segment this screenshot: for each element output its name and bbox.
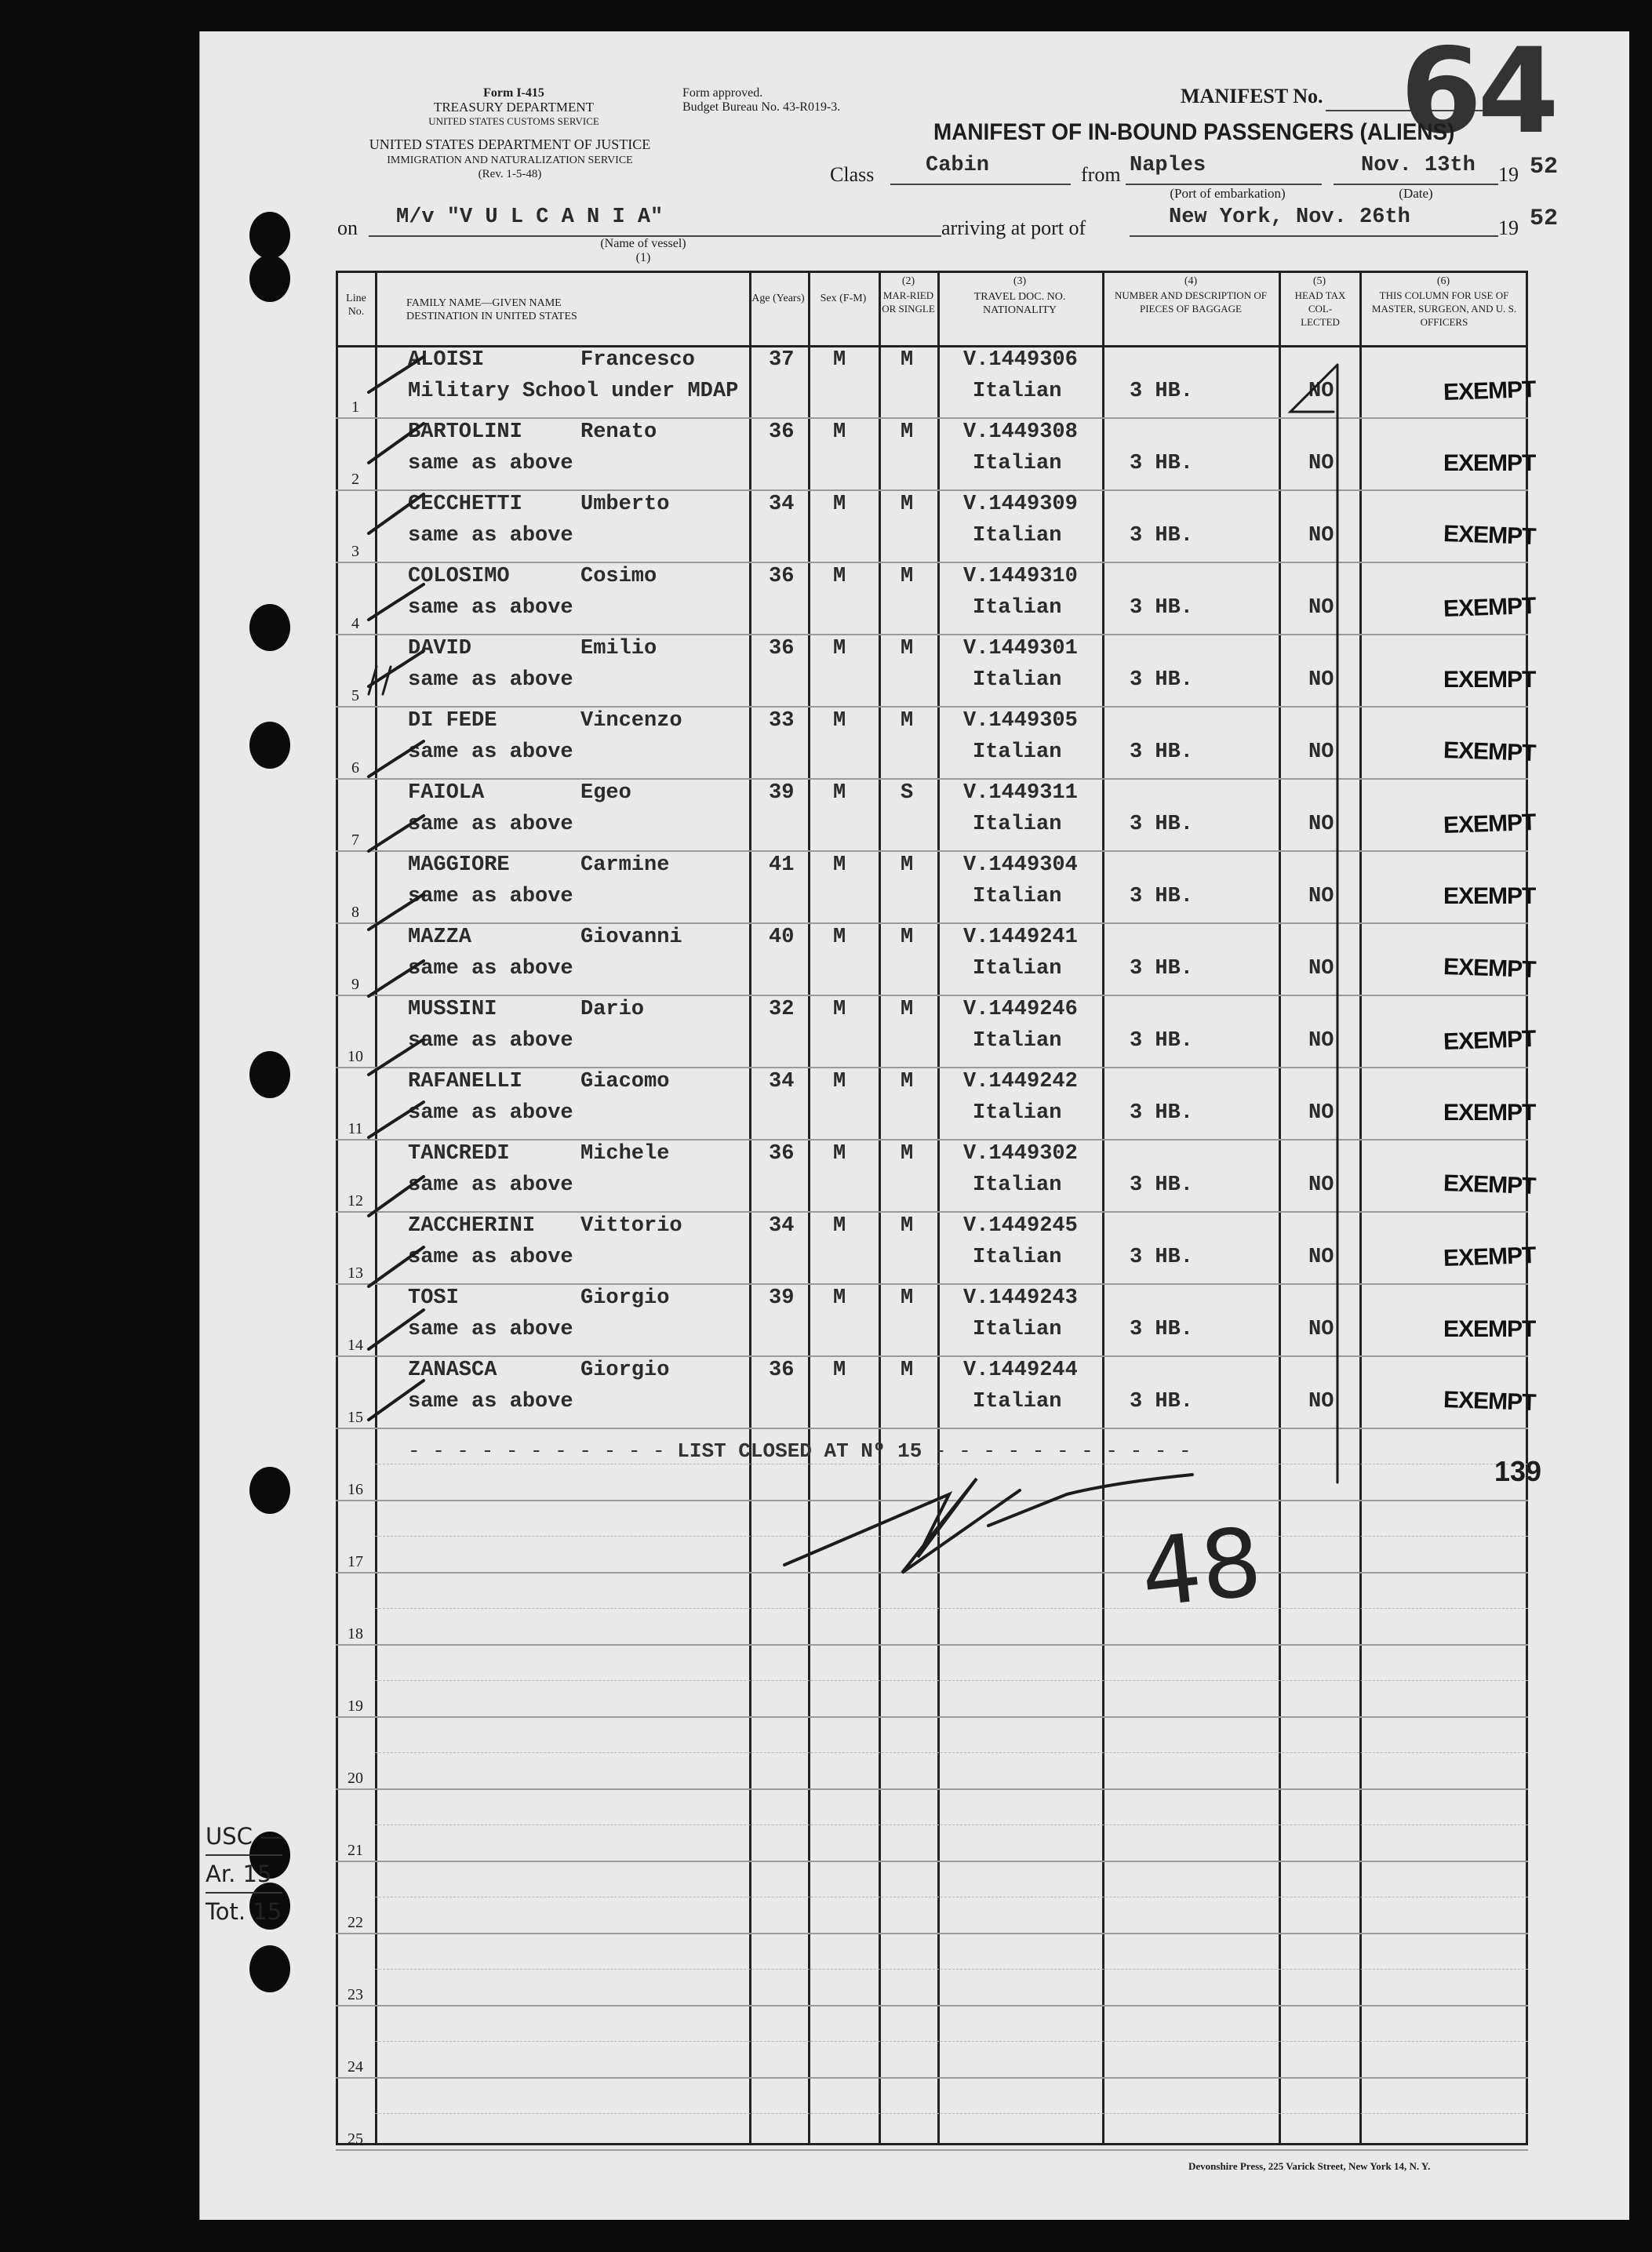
line-number: 8 xyxy=(351,904,359,921)
travel-doc-number: V.1449245 xyxy=(963,1214,1078,1238)
given-name: Renato xyxy=(580,420,657,444)
baggage: 3 HB. xyxy=(1130,452,1194,475)
marital-status: M xyxy=(901,1070,914,1093)
class-label: Class xyxy=(830,163,875,186)
sex: M xyxy=(833,420,846,444)
age: 34 xyxy=(769,493,795,516)
family-name: ZANASCA xyxy=(408,1359,497,1382)
line-number: 5 xyxy=(351,687,359,704)
age: 39 xyxy=(769,781,795,805)
marital-status: M xyxy=(901,348,914,372)
col-header-baggage: NUMBER AND DESCRIPTION OF PIECES OF BAGGAGE xyxy=(1115,289,1267,315)
given-name: Dario xyxy=(580,998,645,1021)
nationality: Italian xyxy=(973,524,1062,548)
given-name: Umberto xyxy=(580,493,670,516)
embarkation-date: Nov. 13th xyxy=(1361,154,1476,177)
marital-status: S xyxy=(901,781,914,805)
list-closed-text: LIST CLOSED AT Nº 15 xyxy=(677,1439,922,1463)
travel-doc-number: V.1449302 xyxy=(963,1142,1078,1166)
family-name: MAZZA xyxy=(408,926,472,949)
signature xyxy=(784,1475,1192,1573)
line-number: 15 xyxy=(348,1409,363,1426)
from-label: from xyxy=(1081,163,1121,186)
department-of-justice: UNITED STATES DEPARTMENT OF JUSTICE xyxy=(369,136,651,152)
baggage: 3 HB. xyxy=(1130,596,1194,620)
destination: same as above xyxy=(408,813,573,836)
baggage: 3 HB. xyxy=(1130,1029,1194,1053)
baggage: 3 HB. xyxy=(1130,1173,1194,1197)
given-name: Egeo xyxy=(580,781,631,805)
nationality: Italian xyxy=(973,452,1062,475)
line-number: 9 xyxy=(351,976,359,993)
exempt-stamp: EXEMPT xyxy=(1443,520,1536,551)
destination: same as above xyxy=(408,740,573,764)
travel-doc-number: V.1449306 xyxy=(963,348,1078,372)
col-header-married: MAR-RIED OR SINGLE xyxy=(882,289,935,315)
port-caption: (Port of embarkation) xyxy=(1170,186,1286,201)
family-name: MAGGIORE xyxy=(408,853,510,877)
line-number: 25 xyxy=(348,2130,363,2148)
travel-doc-number: V.1449246 xyxy=(963,998,1078,1021)
sex: M xyxy=(833,565,846,588)
customs-service: UNITED STATES CUSTOMS SERVICE xyxy=(428,115,599,127)
baggage: 3 HB. xyxy=(1130,1246,1194,1269)
ins-service: IMMIGRATION AND NATURALIZATION SERVICE xyxy=(387,155,633,166)
age: 34 xyxy=(769,1070,795,1093)
head-tax: NO xyxy=(1308,1029,1334,1053)
marital-status: M xyxy=(901,1359,914,1382)
head-tax: NO xyxy=(1308,957,1334,980)
destination: same as above xyxy=(408,1390,573,1413)
nationality: Italian xyxy=(973,380,1062,403)
family-name: MUSSINI xyxy=(408,998,497,1021)
family-name: BARTOLINI xyxy=(408,420,522,444)
line-number: 11 xyxy=(348,1120,363,1137)
exempt-stamp: EXEMPT xyxy=(1443,1242,1536,1272)
sex: M xyxy=(833,493,846,516)
travel-doc-number: V.1449309 xyxy=(963,493,1078,516)
margin-note-line: Ar. 15 xyxy=(206,1854,282,1894)
arrival-year-prefix: 19 xyxy=(1498,216,1519,239)
travel-doc-number: V.1449244 xyxy=(963,1359,1078,1382)
exempt-stamp: EXEMPT xyxy=(1443,592,1536,623)
exempt-stamp: EXEMPT xyxy=(1443,737,1536,767)
family-name: CECCHETTI xyxy=(408,493,522,516)
given-name: Emilio xyxy=(580,637,657,660)
exempt-stamp: EXEMPT xyxy=(1443,376,1536,406)
baggage: 3 HB. xyxy=(1130,524,1194,548)
head-tax: NO xyxy=(1308,524,1334,548)
baggage: 3 HB. xyxy=(1130,1318,1194,1341)
nationality: Italian xyxy=(973,1246,1062,1269)
marital-status: M xyxy=(901,1214,914,1238)
head-tax: NO xyxy=(1308,740,1334,764)
col-header-age: Age (Years) xyxy=(751,293,805,304)
printer-imprint: Devonshire Press, 225 Varick Street, New York 14, N. Y. xyxy=(1188,2160,1431,2172)
age: 41 xyxy=(769,853,795,877)
destination: same as above xyxy=(408,885,573,908)
line-number: 20 xyxy=(348,1770,363,1787)
dash-rule: - - - - - - - - - - - xyxy=(933,1439,1192,1463)
baggage: 3 HB. xyxy=(1130,885,1194,908)
marital-status: M xyxy=(901,926,914,949)
line-number: 17 xyxy=(348,1553,363,1570)
line-number: 18 xyxy=(348,1625,363,1643)
nationality: Italian xyxy=(973,1318,1062,1341)
sex: M xyxy=(833,348,846,372)
exempt-stamp: EXEMPT xyxy=(1443,1170,1536,1200)
exempt-stamp: EXEMPT xyxy=(1443,1316,1536,1342)
stamp-139: 139 xyxy=(1494,1455,1542,1487)
dash-rule: - - - - - - - - - - - xyxy=(408,1439,665,1463)
line-number: 16 xyxy=(348,1481,363,1498)
col-header-line: Line No. xyxy=(346,293,366,318)
line-number: 24 xyxy=(348,2058,363,2076)
head-tax: NO xyxy=(1308,596,1334,620)
travel-doc-number: V.1449311 xyxy=(963,781,1078,805)
arrival-year: 52 xyxy=(1530,206,1559,232)
on-label: on xyxy=(337,216,358,239)
family-name: ZACCHERINI xyxy=(408,1214,536,1238)
head-tax: NO xyxy=(1308,452,1334,475)
line-number: 12 xyxy=(348,1192,363,1210)
family-name: FAIOLA xyxy=(408,781,485,805)
head-tax: NO xyxy=(1308,668,1334,692)
line-number: 14 xyxy=(348,1337,363,1354)
sex: M xyxy=(833,853,846,877)
age: 36 xyxy=(769,637,795,660)
check-mark xyxy=(369,357,424,1420)
head-tax: NO xyxy=(1308,1101,1334,1125)
age: 32 xyxy=(769,998,795,1021)
baggage: 3 HB. xyxy=(1130,813,1194,836)
col-header-tax: HEAD TAX COL-LECTED xyxy=(1294,289,1346,328)
destination: same as above xyxy=(408,1173,573,1197)
sex: M xyxy=(833,1286,846,1310)
given-name: Francesco xyxy=(580,348,695,372)
line-number: 4 xyxy=(351,615,359,632)
head-tax: NO xyxy=(1308,1318,1334,1341)
family-name: ALOISI xyxy=(408,348,485,372)
age: 33 xyxy=(769,709,795,733)
given-name: Giacomo xyxy=(580,1070,670,1093)
tax-column-arrow xyxy=(1290,365,1337,1483)
exempt-stamp: EXEMPT xyxy=(1443,667,1536,693)
baggage: 3 HB. xyxy=(1130,380,1194,403)
family-name: RAFANELLI xyxy=(408,1070,522,1093)
baggage: 3 HB. xyxy=(1130,957,1194,980)
head-tax: NO xyxy=(1308,1246,1334,1269)
marital-status: M xyxy=(901,998,914,1021)
marital-status: M xyxy=(901,1286,914,1310)
sex: M xyxy=(833,1214,846,1238)
baggage: 3 HB. xyxy=(1130,1390,1194,1413)
nationality: Italian xyxy=(973,596,1062,620)
marital-status: M xyxy=(901,565,914,588)
exempt-stamp: EXEMPT xyxy=(1443,1100,1536,1126)
manifest-title: MANIFEST OF IN-BOUND PASSENGERS (ALIENS) xyxy=(933,119,1455,145)
sex: M xyxy=(833,1070,846,1093)
arrival-port-date: New York, Nov. 26th xyxy=(1169,206,1410,229)
marital-status: M xyxy=(901,493,914,516)
given-name: Cosimo xyxy=(580,565,657,588)
col-header-officers: THIS COLUMN FOR USE OF MASTER, SURGEON, AND U. S. OFFICERS xyxy=(1371,289,1517,328)
sex: M xyxy=(833,637,846,660)
line-number: 7 xyxy=(351,831,359,849)
travel-doc-number: V.1449305 xyxy=(963,709,1078,733)
travel-doc-number: V.1449301 xyxy=(963,637,1078,660)
head-tax: NO xyxy=(1308,813,1334,836)
nationality: Italian xyxy=(973,1101,1062,1125)
family-name: DAVID xyxy=(408,637,472,660)
line-number: 2 xyxy=(351,471,359,488)
col-header-doc: TRAVEL DOC. NO. NATIONALITY xyxy=(973,291,1066,316)
col-header-doc-number: (3) xyxy=(1013,275,1027,287)
manifest-number-label: MANIFEST No. xyxy=(1181,85,1323,107)
col-header-name: FAMILY NAME—GIVEN NAME DESTINATION IN UNITED STATES xyxy=(406,297,577,322)
nationality: Italian xyxy=(973,957,1062,980)
baggage: 3 HB. xyxy=(1130,740,1194,764)
line-number: 6 xyxy=(351,759,359,777)
treasury-department: TREASURY DEPARTMENT xyxy=(433,100,595,115)
head-tax: NO xyxy=(1308,380,1334,403)
manifest-number-stamp: 64 xyxy=(1400,24,1555,160)
head-tax: NO xyxy=(1308,885,1334,908)
date-caption: (Date) xyxy=(1399,186,1433,201)
family-name: TOSI xyxy=(408,1286,459,1310)
sex: M xyxy=(833,998,846,1021)
age: 39 xyxy=(769,1286,795,1310)
arriving-label: arriving at port of xyxy=(941,216,1086,239)
travel-doc-number: V.1449241 xyxy=(963,926,1078,949)
exempt-stamp: EXEMPT xyxy=(1443,1025,1536,1056)
age: 40 xyxy=(769,926,795,949)
exempt-stamp: EXEMPT xyxy=(1443,883,1536,909)
family-name: TANCREDI xyxy=(408,1142,510,1166)
col-header-married-number: (2) xyxy=(901,275,915,287)
destination: Military School under MDAP xyxy=(408,380,739,403)
exempt-stamp: EXEMPT xyxy=(1443,1386,1536,1417)
destination: same as above xyxy=(408,524,573,548)
baggage: 3 HB. xyxy=(1130,1101,1194,1125)
budget-bureau: Budget Bureau No. 43-R019-3. xyxy=(682,100,841,114)
destination: same as above xyxy=(408,1029,573,1053)
handwritten-48: 48 xyxy=(1136,1508,1267,1629)
col-header-tax-number: (5) xyxy=(1312,275,1326,287)
nationality: Italian xyxy=(973,668,1062,692)
travel-doc-number: V.1449310 xyxy=(963,565,1078,588)
nationality: Italian xyxy=(973,885,1062,908)
travel-doc-number: V.1449304 xyxy=(963,853,1078,877)
sex: M xyxy=(833,1359,846,1382)
line-number: 19 xyxy=(348,1697,363,1715)
marital-status: M xyxy=(901,1142,914,1166)
margin-note-line: USC — xyxy=(206,1823,283,1850)
travel-doc-number: V.1449308 xyxy=(963,420,1078,444)
given-name: Giovanni xyxy=(580,926,682,949)
nationality: Italian xyxy=(973,1173,1062,1197)
travel-doc-number: V.1449243 xyxy=(963,1286,1078,1310)
exempt-stamp: EXEMPT xyxy=(1443,953,1536,984)
line-number: 23 xyxy=(348,1986,363,2003)
sex: M xyxy=(833,1142,846,1166)
baggage: 3 HB. xyxy=(1130,668,1194,692)
head-tax: NO xyxy=(1308,1173,1334,1197)
line-number: 10 xyxy=(348,1048,363,1065)
line-number: 21 xyxy=(348,1842,363,1859)
vessel-caption-number: (1) xyxy=(635,251,651,264)
age: 37 xyxy=(769,348,795,372)
age: 36 xyxy=(769,1359,795,1382)
given-name: Giorgio xyxy=(580,1286,670,1310)
marital-status: M xyxy=(901,853,914,877)
embarkation-port: Naples xyxy=(1130,154,1206,177)
destination: same as above xyxy=(408,1246,573,1269)
embark-year-prefix: 19 xyxy=(1498,163,1519,186)
sex: M xyxy=(833,709,846,733)
age: 36 xyxy=(769,420,795,444)
line-number: 1 xyxy=(351,398,359,416)
given-name: Michele xyxy=(580,1142,670,1166)
age: 36 xyxy=(769,565,795,588)
class-value: Cabin xyxy=(926,154,990,177)
col-header-sex: Sex (F-M) xyxy=(820,293,867,304)
destination: same as above xyxy=(408,668,573,692)
vessel-name: M/v "V U L C A N I A" xyxy=(396,206,664,229)
form-approved: Form approved. xyxy=(682,86,763,100)
form-revision: (Rev. 1-5-48) xyxy=(478,168,542,180)
age: 36 xyxy=(769,1142,795,1166)
destination: same as above xyxy=(408,1101,573,1125)
destination: same as above xyxy=(408,596,573,620)
given-name: Vincenzo xyxy=(580,709,682,733)
line-number: 3 xyxy=(351,543,359,560)
destination: same as above xyxy=(408,1318,573,1341)
given-name: Giorgio xyxy=(580,1359,670,1382)
family-name: COLOSIMO xyxy=(408,565,510,588)
form-number: Form I-415 xyxy=(483,86,544,100)
nationality: Italian xyxy=(973,1029,1062,1053)
given-name: Vittorio xyxy=(580,1214,682,1238)
col-header-officers-number: (6) xyxy=(1436,275,1450,287)
line-number: 22 xyxy=(348,1914,363,1931)
head-tax: NO xyxy=(1308,1390,1334,1413)
embark-year: 52 xyxy=(1530,154,1559,180)
nationality: Italian xyxy=(973,813,1062,836)
margin-note-line: Tot. 15 xyxy=(206,1898,282,1925)
nationality: Italian xyxy=(973,1390,1062,1413)
nationality: Italian xyxy=(973,740,1062,764)
marital-status: M xyxy=(901,709,914,733)
destination: same as above xyxy=(408,452,573,475)
given-name: Carmine xyxy=(580,853,670,877)
sex: M xyxy=(833,781,846,805)
exempt-stamp: EXEMPT xyxy=(1443,809,1536,839)
marital-status: M xyxy=(901,420,914,444)
col-header-baggage-number: (4) xyxy=(1184,275,1198,287)
marital-status: M xyxy=(901,637,914,660)
vessel-caption: (Name of vessel) xyxy=(600,237,686,250)
travel-doc-number: V.1449242 xyxy=(963,1070,1078,1093)
line-number: 13 xyxy=(348,1264,363,1282)
destination: same as above xyxy=(408,957,573,980)
exempt-stamp: EXEMPT xyxy=(1443,450,1536,476)
sex: M xyxy=(833,926,846,949)
family-name: DI FEDE xyxy=(408,709,497,733)
age: 34 xyxy=(769,1214,795,1238)
